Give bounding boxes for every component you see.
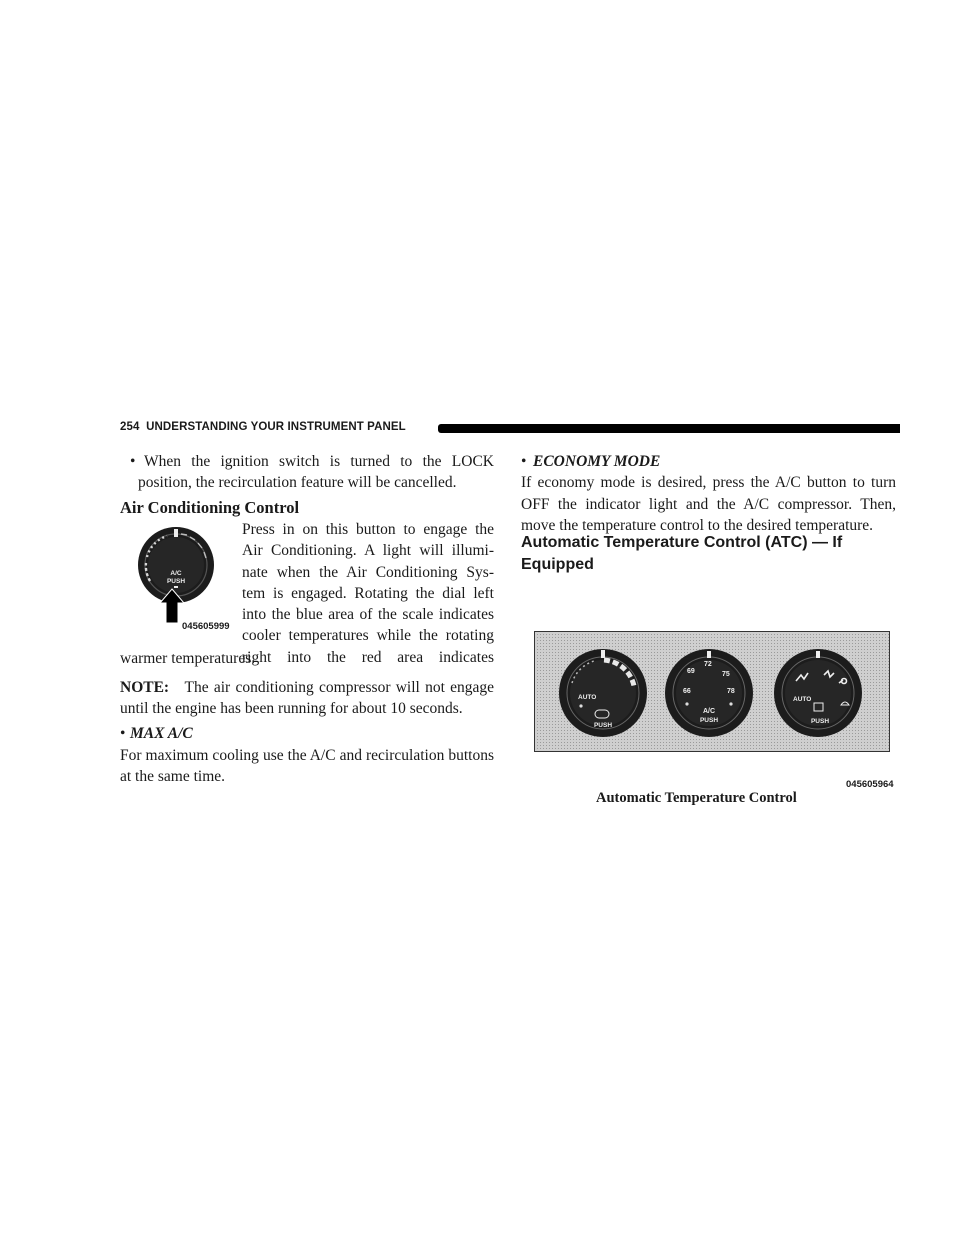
max-ac-heading: MAX A/C bbox=[130, 725, 193, 742]
max-ac-heading-row bbox=[120, 723, 193, 744]
ac-knob-label-top: A/C bbox=[170, 570, 182, 577]
economy-heading-row bbox=[521, 451, 660, 472]
atc-right-push-label: PUSH bbox=[810, 718, 830, 725]
economy-text: If economy mode is desired, press the A/C button to turn OFF the indicator light and the A/C compressor. Then, move the temperature control to the desired temperature. bbox=[521, 474, 896, 534]
atc-left-knob bbox=[559, 649, 647, 737]
economy-heading: ECONOMY MODE bbox=[533, 453, 661, 470]
atc-caption: Automatic Temperature Control bbox=[596, 790, 797, 806]
ac-line-3: nate when the Air Conditioning Sys- bbox=[242, 563, 494, 581]
atc-center-knob bbox=[665, 649, 753, 737]
atc-center-ac-label: A/C bbox=[702, 708, 716, 715]
atc-figure-id: 045605964 bbox=[846, 779, 894, 790]
atc-center-push-label: PUSH bbox=[699, 717, 719, 724]
bullet-icon: • bbox=[521, 453, 527, 470]
ac-line-2: Air Conditioning. A light will illumi- bbox=[242, 542, 494, 560]
ac-line-1: Press in on this button to engage the bbox=[242, 521, 494, 538]
ac-line-5: into the blue area of the scale indicates bbox=[242, 606, 494, 624]
atc-right-auto-label: AUTO bbox=[793, 696, 812, 703]
header-rule bbox=[438, 424, 900, 433]
atc-temp-78: 78 bbox=[727, 688, 735, 695]
ac-line-6: cooler temperatures while the rotating bbox=[242, 627, 494, 645]
bullet-icon: • bbox=[120, 725, 126, 742]
atc-left-push-label: PUSH bbox=[593, 722, 613, 729]
recirc-bullet bbox=[120, 451, 494, 493]
atc-temp-69: 69 bbox=[687, 668, 695, 675]
page-number: 254 bbox=[120, 421, 140, 433]
atc-heading: Automatic Temperature Control (ATC) — If Equipped bbox=[521, 534, 843, 573]
atc-figure bbox=[534, 631, 890, 752]
atc-temp-72: 72 bbox=[704, 661, 712, 668]
max-ac-text: For maximum cooling use the A/C and recirculation buttons at the same time. bbox=[120, 747, 494, 785]
recirc-bullet-text: When the ignition switch is turned to the LOCK position, the recirculation feature will be cancelled. bbox=[138, 453, 494, 491]
note-label: NOTE: bbox=[120, 679, 170, 696]
atc-panel-illustration bbox=[534, 631, 890, 752]
ac-line-7: right into the red area indicates bbox=[242, 648, 494, 666]
atc-left-auto-label: AUTO bbox=[578, 694, 597, 701]
note-text: The air conditioning compressor will not engage until the engine has been running for about 10 seconds. bbox=[120, 679, 494, 717]
note-paragraph bbox=[120, 677, 494, 719]
ac-knob-label-bottom: PUSH bbox=[166, 578, 186, 585]
ac-knob-figure bbox=[132, 523, 240, 633]
atc-temp-75: 75 bbox=[722, 671, 730, 678]
ac-heading: Air Conditioning Control bbox=[120, 498, 300, 517]
ac-line-4: tem is engaged. Rotating the dial left bbox=[242, 584, 494, 602]
bullet-icon: • bbox=[130, 453, 136, 470]
atc-temp-66: 66 bbox=[683, 688, 691, 695]
ac-figure-id: 045605999 bbox=[182, 621, 230, 632]
page-header bbox=[120, 420, 900, 438]
ac-knob-illustration bbox=[132, 523, 240, 633]
atc-right-knob bbox=[774, 649, 862, 737]
header-text bbox=[120, 421, 406, 433]
left-column bbox=[120, 451, 494, 493]
section-title: UNDERSTANDING YOUR INSTRUMENT PANEL bbox=[146, 421, 406, 433]
ac-wrap-text bbox=[242, 519, 494, 668]
ac-last-line: warmer temperatures. bbox=[120, 650, 256, 667]
